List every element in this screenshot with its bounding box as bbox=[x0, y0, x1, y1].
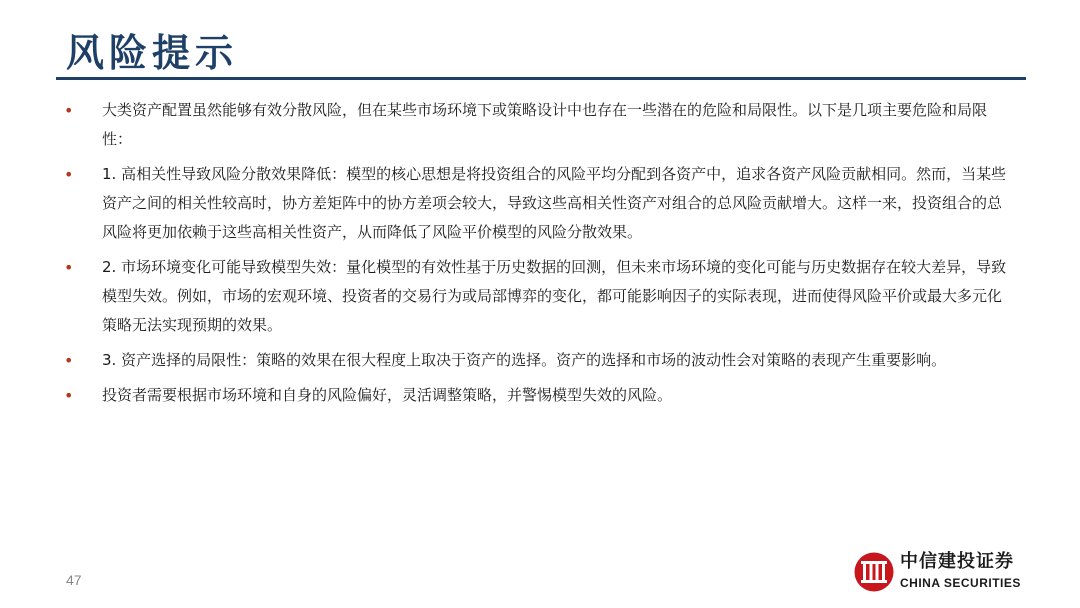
bullet-item-intro bbox=[62, 96, 1012, 154]
bullet-marker-icon: • bbox=[64, 258, 74, 277]
bullet-text: 2. 市场环境变化可能导致模型失效：量化模型的有效性基于历史数据的回测，但未来市场环境的变化可能与历史数据存在较大差异，导致模型失效。例如，市场的宏观环境、投资者的交易行为或局部博弈的变化，都可能影响因子的实际表现，进而使得风险平价或最大多元化策略无法实现预期的效果。 bbox=[102, 258, 1007, 334]
bullet-list bbox=[62, 96, 1012, 416]
bullet-marker-icon: • bbox=[64, 165, 74, 184]
logo-name-cn: 中信建投证券 bbox=[900, 551, 1014, 572]
company-logo bbox=[853, 551, 1033, 595]
bullet-item-asset-selection bbox=[62, 346, 1012, 375]
bullet-marker-icon: • bbox=[64, 101, 74, 120]
bullet-text: 投资者需要根据市场环境和自身的风险偏好，灵活调整策略，并警惕模型失效的风险。 bbox=[102, 386, 673, 404]
bullet-text: 3. 资产选择的局限性：策略的效果在很大程度上取决于资产的选择。资产的选择和市场的波动性会对策略的表现产生重要影响。 bbox=[102, 351, 947, 369]
page-number: 47 bbox=[66, 572, 82, 588]
china-securities-logo-icon bbox=[853, 551, 895, 593]
logo-name-en: CHINA SECURITIES bbox=[900, 576, 1021, 590]
title-underline bbox=[56, 77, 1026, 80]
bullet-item-correlation bbox=[62, 160, 1012, 247]
bullet-item-model-failure bbox=[62, 253, 1012, 340]
bullet-marker-icon: • bbox=[64, 351, 74, 370]
bullet-marker-icon: • bbox=[64, 386, 74, 405]
bullet-text: 大类资产配置虽然能够有效分散风险，但在某些市场环境下或策略设计中也存在一些潜在的危险和局限性。以下是几项主要危险和局限性： bbox=[102, 101, 988, 148]
bullet-text: 1. 高相关性导致风险分散效果降低：模型的核心思想是将投资组合的风险平均分配到各资产中，追求各资产风险贡献相同。然而，当某些资产之间的相关性较高时，协方差矩阵中的协方差项会较大，导致这些高相关性资产对组合的总风险贡献增大。这样一来，投资组合的总风险将更加依赖于这些高相关性资产，从而降低了风险平价模型的风险分散效果。 bbox=[102, 165, 1007, 241]
slide-title: 风险提示 bbox=[66, 31, 239, 75]
bullet-item-conclusion bbox=[62, 381, 1012, 410]
